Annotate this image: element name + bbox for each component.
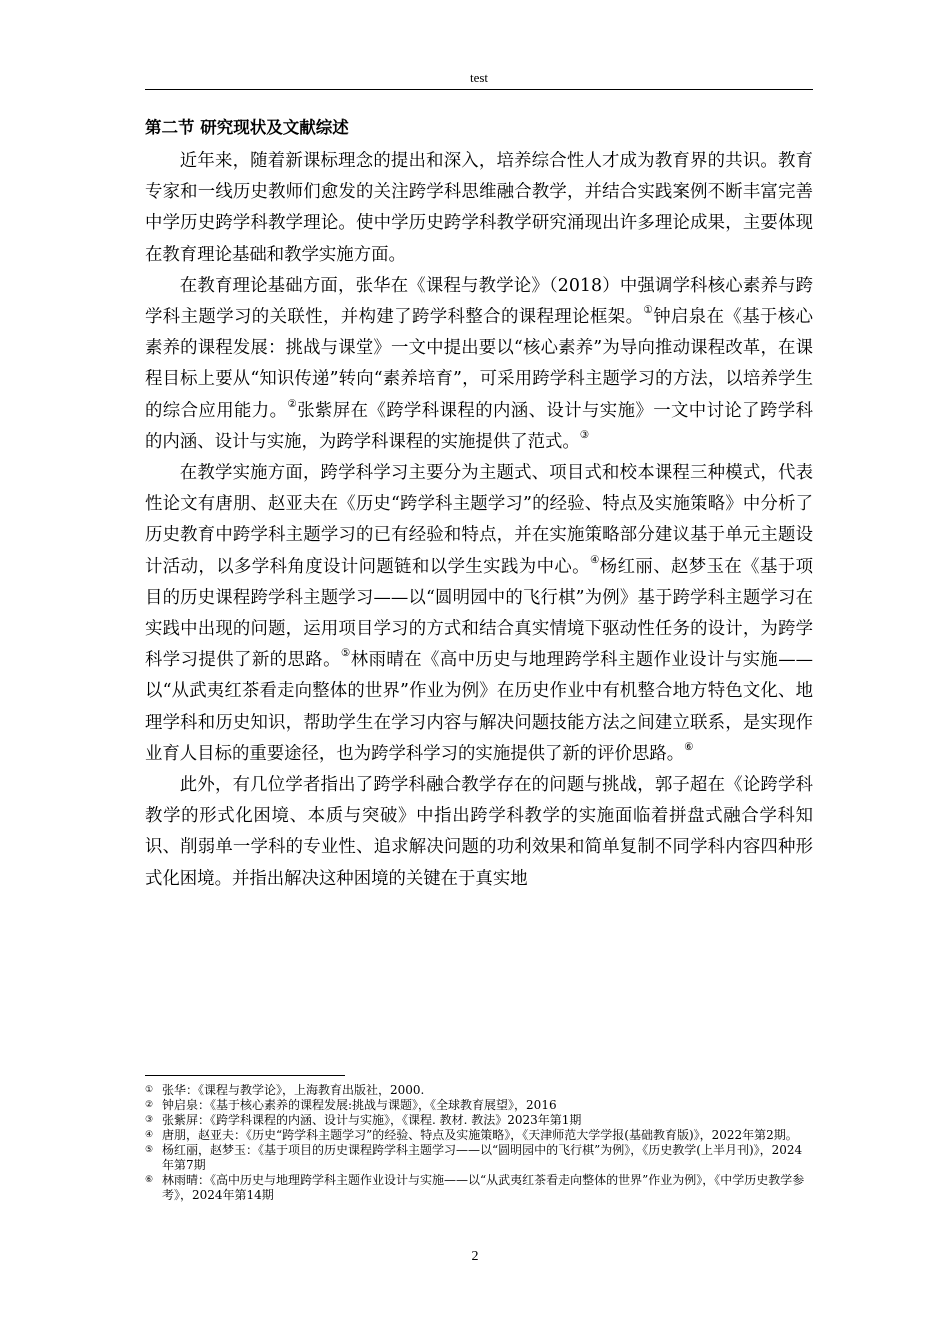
footnote <box>145 1128 813 1143</box>
footnote-divider <box>145 1075 345 1076</box>
body-paragraph <box>145 271 813 458</box>
body-paragraph <box>145 458 813 770</box>
paragraph-text: 近年来，随着新课标理念的提出和深入，培养综合性人才成为教育界的共识。教育专家和一线历史教师们愈发的关注跨学科思维融合教学，并结合实践案例不断丰富完善中学历史跨学科教学理论。使中学历史跨学科教学研究涌现出许多理论成果，主要体现在教育理论基础和教学实施方面。 <box>145 151 813 265</box>
paragraph-text: 在教育理论基础方面，张华在《课程与教学论》（2018）中强调学科核心素养与跨学科主题学习的关联性，并构建了跨学科整合的课程理论框架。 <box>145 275 813 328</box>
paragraph-text: 在教学实施方面，跨学科学习主要分为主题式、项目式和校本课程三种模式，代表性论文有唐朋、赵亚夫在《历史“跨学科主题学习”的经验、特点及实施策略》中分析了历史教育中跨学科主题学习的已有经验和特点，并在实施策略部分建议基于单元主题设计活动，以多学科角度设计问题链和以学生实践为中心。 <box>145 463 813 577</box>
footnote <box>145 1113 813 1128</box>
body-text <box>145 146 813 895</box>
footnote-reference: ⑤ <box>340 647 351 660</box>
footnote-mark: ④ <box>145 1130 154 1140</box>
footnote-reference: ① <box>643 304 654 317</box>
footnote-reference: ④ <box>589 553 600 566</box>
paragraph-text: 杨红丽、赵梦玉在《基于项目的历史课程跨学科主题学习——以“圆明园中的飞行棋”为例》基于跨学科主题学习在实践中出现的问题，运用项目学习的方式和结合真实情境下驱动性任务的设计，为跨学科学习提供了新的思路。 <box>145 556 813 671</box>
footnote-text: 唐朋，赵亚夫：《历史“跨学科主题学习”的经验、特点及实施策略》，《天津师范大学学报(基础教育版)》，2022年第2期。 <box>162 1128 798 1142</box>
footnote-text: 钟启泉：《基于核心素养的课程发展:挑战与课题》，《全球教育展望》，2016 <box>162 1098 557 1112</box>
footnote <box>145 1083 813 1098</box>
body-paragraph <box>145 146 813 271</box>
footnote-text: 林雨晴：《高中历史与地理跨学科主题作业设计与实施——以“从武夷红茶看走向整体的世界”作业为例》，《中学历史教学参考》，2024年第14期 <box>162 1173 805 1202</box>
body-paragraph <box>145 770 813 895</box>
paragraph-text: 林雨晴在《高中历史与地理跨学科主题作业设计与实施——以“从武夷红茶看走向整体的世界”作业为例》在历史作业中有机整合地方特色文化、地理学科和历史知识，帮助学生在学习内容与解决问题技能方法之间建立联系，是实现作业育人目标的重要途径，也为跨学科学习的实施提供了新的评价思路。 <box>145 650 813 764</box>
section-title: 第二节 研究现状及文献综述 <box>145 118 349 137</box>
paragraph-text: 张紫屏在《跨学科课程的内涵、设计与实施》一文中讨论了跨学科的内涵、设计与实施，为跨学科课程的实施提供了范式。 <box>145 400 813 452</box>
paragraph-text: 钟启泉在《基于核心素养的课程发展：挑战与课堂》一文中提出要以“核心素养”为导向推动课程改革，在课程目标上要从“知识传递”转向“素养培育”，可采用跨学科主题学习的方法，以培养学生的综合应用能力。 <box>145 307 813 421</box>
footnote-mark: ⑥ <box>145 1175 154 1185</box>
footnote-text: 张紫屏：《跨学科课程的内涵、设计与实施》，《课程. 教材. 教法》2023年第1期 <box>162 1113 582 1127</box>
footnote-reference: ③ <box>579 428 590 441</box>
paragraph-text: 此外，有几位学者指出了跨学科融合教学存在的问题与挑战，郭子超在《论跨学科教学的形式化困境、本质与突破》中指出跨学科教学的实施面临着拼盘式融合学科知识、削弱单一学科的专业性、追求解决问题的功利效果和简单复制不同学科内容四种形式化困境。并指出解决这种困境的关键在于真实地 <box>145 775 813 889</box>
footnote-text: 杨红丽，赵梦玉：《基于项目的历史课程跨学科主题学习——以“圆明园中的飞行棋”为例》，《历史教学(上半月刊)》，2024年第7期 <box>162 1143 803 1172</box>
page-header: test <box>145 70 813 90</box>
footnote <box>145 1173 813 1203</box>
footnote-reference: ⑥ <box>684 740 694 753</box>
footnote-mark: ⑤ <box>145 1145 154 1155</box>
footnote-mark: ③ <box>145 1115 154 1125</box>
page-number: 2 <box>471 1249 479 1264</box>
footnote-mark: ② <box>145 1100 154 1110</box>
footnote-text: 张华：《课程与教学论》，上海教育出版社，2000. <box>162 1083 425 1097</box>
footnote-reference: ② <box>287 397 298 410</box>
footnote-mark: ① <box>145 1085 154 1095</box>
footnote <box>145 1143 813 1173</box>
footnote <box>145 1098 813 1113</box>
footnotes <box>145 1083 813 1203</box>
